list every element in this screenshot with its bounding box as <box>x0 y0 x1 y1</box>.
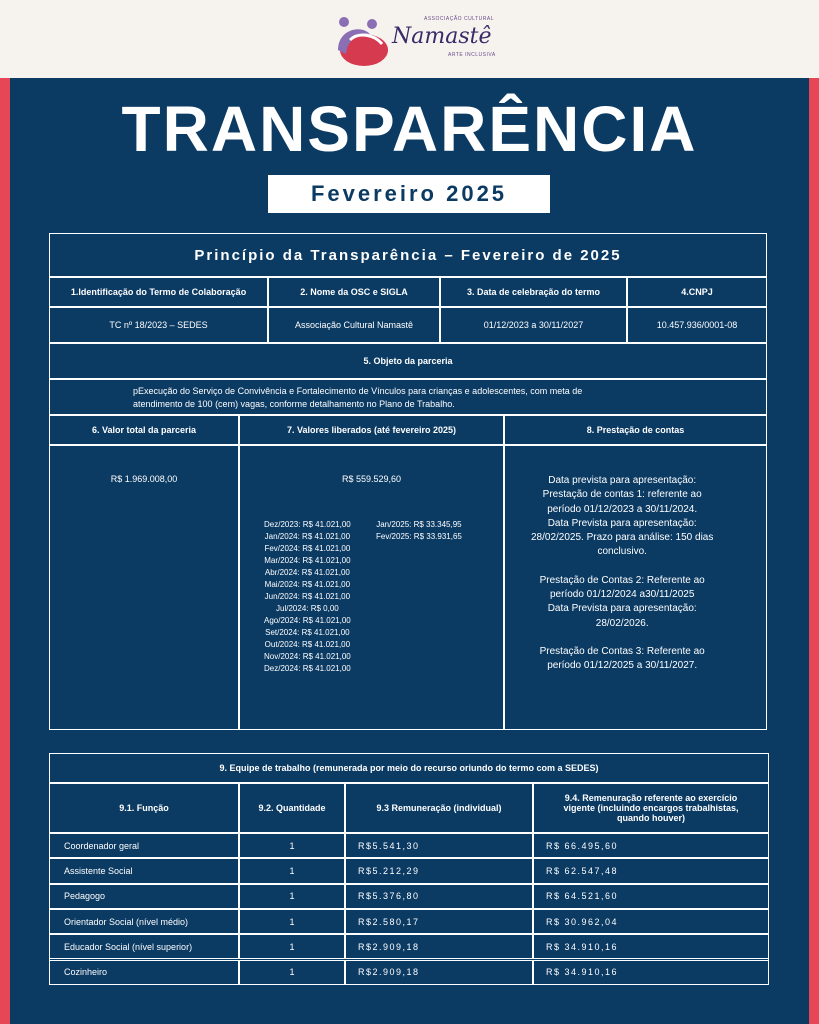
liberados-list-2 <box>376 519 462 543</box>
liberado-month-item: Out/2024: R$ 41.021,00 <box>264 640 351 649</box>
liberados-list-1 <box>264 519 351 675</box>
liberado-month-item: Set/2024: R$ 41.021,00 <box>265 628 350 637</box>
team-funcao: Educador Social (nível superior) <box>49 934 239 959</box>
page-title: TRANSPARÊNCIA <box>121 93 698 165</box>
team-funcao: Coordenador geral <box>49 833 239 858</box>
valor-total-cell <box>49 445 239 730</box>
liberado-month-item: Fev/2025: R$ 33.931,65 <box>376 532 462 541</box>
prestacao-line: Data prevista para apresentação: <box>548 475 697 486</box>
team-remuneracao: R$2.909,18 <box>345 960 533 985</box>
valores-liberados-cell <box>239 445 504 730</box>
liberado-month-item: Jan/2025: R$ 33.345,95 <box>376 520 462 529</box>
team-quantidade: 1 <box>239 833 345 858</box>
team-remuneracao-anual: R$ 30.962,04 <box>533 909 769 934</box>
prestacao-line <box>531 631 713 645</box>
valor-total-value: R$ 1.969.008,00 <box>110 474 178 484</box>
liberado-month-item: Nov/2024: R$ 41.021,00 <box>264 652 351 661</box>
prestacao-line: 28/02/2025. Prazo para análise: 150 dias <box>531 532 714 544</box>
team-remuneracao: R$5.212,29 <box>345 858 533 883</box>
logo-name: Namastê <box>392 24 492 49</box>
team-quantidade: 1 <box>239 934 345 959</box>
header-valor-total: 6. Valor total da parceria <box>49 415 239 445</box>
liberado-month-item: Abr/2024: R$ 41.021,00 <box>264 568 350 577</box>
liberado-month-item: Ago/2024: R$ 41.021,00 <box>264 616 351 625</box>
team-remuneracao: R$5.376,80 <box>345 884 533 909</box>
prestacao-contas-cell <box>504 445 767 730</box>
liberado-month-item: Dez/2023: R$ 41.021,00 <box>264 520 351 529</box>
logo-figures-icon <box>330 10 390 70</box>
value-identificacao: TC nº 18/2023 – SEDES <box>49 307 268 343</box>
value-data-celebracao: 01/12/2023 a 30/11/2027 <box>440 307 627 343</box>
header-valores-liberados: 7. Valores liberados (até fevereiro 2025) <box>239 415 504 445</box>
header-identificacao: 1.Identificação do Termo de Colaboração <box>49 277 268 307</box>
namaste-logo <box>330 10 500 70</box>
value-nome-osc: Associação Cultural Namastê <box>268 307 440 343</box>
header-cnpj: 4.CNPJ <box>627 277 767 307</box>
team-quantidade: 1 <box>239 884 345 909</box>
prestacao-line <box>531 560 713 574</box>
liberado-month-item: Mar/2024: R$ 41.021,00 <box>264 556 351 565</box>
header-funcao: 9.1. Função <box>49 783 239 833</box>
team-funcao: Cozinheiro <box>49 960 239 985</box>
liberado-month-item: Jul/2024: R$ 0,00 <box>276 604 339 613</box>
team-table-heading: 9. Equipe de trabalho (remunerada por meio do recurso oriundo do termo com a SEDES) <box>49 753 769 783</box>
liberado-month-item: Jan/2024: R$ 41.021,00 <box>264 532 351 541</box>
team-funcao: Pedagogo <box>49 884 239 909</box>
prestacao-line: 28/02/2026. <box>595 617 649 629</box>
liberado-month-item: Fev/2024: R$ 41.021,00 <box>264 544 351 553</box>
team-remuneracao: R$2.909,18 <box>345 934 533 959</box>
right-accent-stripe <box>809 78 819 1024</box>
team-funcao: Assistente Social <box>49 858 239 883</box>
left-accent-stripe <box>0 78 10 1024</box>
transparency-table-heading: Princípio da Transparência – Fevereiro de 2025 <box>49 233 767 277</box>
prestacao-contas-text <box>531 474 713 674</box>
header-remuneracao: 9.3 Remuneração (individual) <box>345 783 533 833</box>
prestacao-line: conclusivo. <box>597 546 647 558</box>
prestacao-line: período 01/12/2025 a 30/11/2027. <box>547 660 698 672</box>
header-prestacao-contas: 8. Prestação de contas <box>504 415 767 445</box>
objeto-text-cell <box>49 379 767 415</box>
liberado-month-item: Mai/2024: R$ 41.021,00 <box>264 580 351 589</box>
prestacao-line: Prestação de Contas 3: Referente ao <box>539 645 705 657</box>
logo-top-text: ASSOCIAÇÃO CULTURAL <box>424 16 494 22</box>
team-remuneracao-anual: R$ 34.910,16 <box>533 934 769 959</box>
liberado-month-item: Jun/2024: R$ 41.021,00 <box>264 592 351 601</box>
prestacao-line: Data Prevista para apresentação: <box>547 517 697 529</box>
objeto-line-1: pExecução do Serviço de Convivência e Fortalecimento de Vínculos para crianças e adolescentes, com meta de <box>133 386 583 396</box>
team-remuneracao: R$2.580,17 <box>345 909 533 934</box>
team-quantidade: 1 <box>239 909 345 934</box>
page-subtitle: Fevereiro 2025 <box>268 175 550 213</box>
prestacao-line: Data Prevista para apresentação: <box>547 603 697 615</box>
prestacao-line: período 01/12/2024 a30/11/2025 <box>549 589 695 601</box>
header-objeto: 5. Objeto da parceria <box>49 343 767 379</box>
team-quantidade: 1 <box>239 858 345 883</box>
prestacao-line: período 01/12/2023 a 30/11/2024. <box>547 503 698 515</box>
liberado-month-item: Dez/2024: R$ 41.021,00 <box>264 664 351 673</box>
header-remuneracao-exercicio: 9.4. Remenuração referente ao exercício vigente (incluindo encargos trabalhistas, quando houver) <box>533 783 769 833</box>
prestacao-line: Prestação de Contas 2: Referente ao <box>539 574 705 586</box>
objeto-line-2: atendimento de 100 (cem) vagas, conforme detalhamento no Plano de Trabalho. <box>133 399 455 409</box>
logo-bottom-text: ARTE INCLUSIVA <box>448 52 496 58</box>
valor-liberado-total: R$ 559.529,60 <box>341 474 402 484</box>
team-quantidade: 1 <box>239 960 345 985</box>
team-remuneracao-anual: R$ 64.521,60 <box>533 884 769 909</box>
team-remuneracao-anual: R$ 62.547,48 <box>533 858 769 883</box>
team-remuneracao-anual: R$ 66.495,60 <box>533 833 769 858</box>
team-remuneracao: R$5.541,30 <box>345 833 533 858</box>
header-quantidade: 9.2. Quantidade <box>239 783 345 833</box>
value-cnpj: 10.457.936/0001-08 <box>627 307 767 343</box>
header-data-celebracao: 3. Data de celebração do termo <box>440 277 627 307</box>
team-funcao: Orientador Social (nível médio) <box>49 909 239 934</box>
prestacao-line: Prestação de contas 1: referente ao <box>542 489 702 501</box>
team-remuneracao-anual: R$ 34.910,16 <box>533 960 769 985</box>
header-nome-osc: 2. Nome da OSC e SIGLA <box>268 277 440 307</box>
